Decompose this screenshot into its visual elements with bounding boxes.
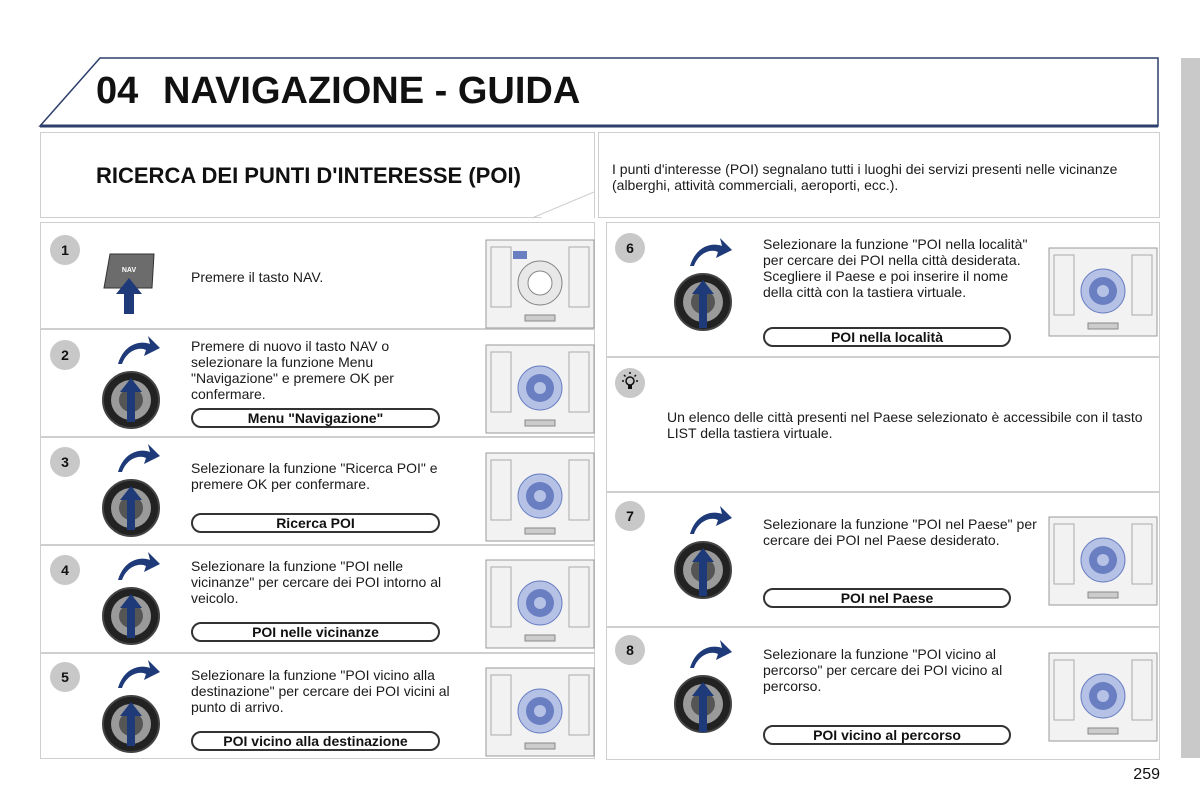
step-7-device-image <box>1048 516 1158 606</box>
rotary-knob-icon <box>100 330 162 434</box>
step-4-badge: 4 <box>50 555 80 585</box>
ricerca-poi-label: Ricerca POI <box>191 513 440 533</box>
step-4-device-image <box>485 559 595 649</box>
step-8-badge: 8 <box>615 635 645 665</box>
step-5-badge: 5 <box>50 662 80 692</box>
step-1-text: Premere il tasto NAV. <box>191 269 324 285</box>
nav-button-label: NAV <box>121 267 137 274</box>
poi-vicino-percorso-label: POI vicino al percorso <box>763 725 1011 745</box>
nav-button-icon <box>102 250 156 316</box>
rotary-knob-icon <box>100 654 162 758</box>
step-3-device-image <box>485 452 595 542</box>
step-8-device-image <box>1048 652 1158 742</box>
chapter-number: 04 <box>96 70 139 112</box>
radio-panel-icon <box>485 667 595 757</box>
rotary-knob-icon <box>100 438 162 542</box>
subtitle-notch <box>530 190 596 220</box>
radio-panel-icon <box>485 559 595 649</box>
section-title: RICERCA DEI PUNTI D'INTERESSE (POI) <box>96 163 521 188</box>
menu-navigazione-label: Menu "Navigazione" <box>191 408 440 428</box>
rotary-knob-icon <box>672 232 734 342</box>
step-2-device-image <box>485 344 595 434</box>
step-3-badge: 3 <box>50 447 80 477</box>
chapter-title: NAVIGAZIONE - GUIDA <box>163 70 581 112</box>
poi-nella-localita-label: POI nella località <box>763 327 1011 347</box>
step-7-badge: 7 <box>615 501 645 531</box>
page-edge-tab <box>1181 58 1200 758</box>
rotary-knob-icon <box>100 546 162 650</box>
step-3-text: Selezionare la funzione "Ricerca POI" e premere OK per confermare. <box>191 460 438 492</box>
section-intro: I punti d'interesse (POI) segnalano tutti i luoghi dei servizi presenti nelle vicinanze (alberghi, attività commerciali, aeroporti, ecc.). <box>612 161 1118 193</box>
radio-panel-icon <box>485 452 595 542</box>
radio-panel-icon <box>485 344 595 434</box>
tip-badge <box>615 368 645 398</box>
step-2-badge: 2 <box>50 340 80 370</box>
rotary-knob-icon <box>672 634 734 746</box>
step-4-text: Selezionare la funzione "POI nelle vicinanze" per cercare dei POI intorno al veicolo. <box>191 558 442 606</box>
step-6-device-image <box>1048 247 1158 337</box>
step-6-text: Selezionare la funzione "POI nella località" per cercare dei POI nella città desiderata. Scegliere il Paese e poi inserire il nome della città con la tastiera virtuale. <box>763 236 1028 300</box>
step-6-badge: 6 <box>615 233 645 263</box>
step-5-device-image <box>485 667 595 757</box>
step-1-device-image <box>485 239 595 329</box>
step-7-text: Selezionare la funzione "POI nel Paese" per cercare dei POI nel Paese desiderato. <box>763 516 1037 548</box>
poi-vicino-destinazione-label: POI vicino alla destinazione <box>191 731 440 751</box>
radio-panel-icon <box>1048 516 1158 606</box>
lightbulb-icon <box>615 368 645 398</box>
radio-panel-icon <box>485 239 595 329</box>
step-8-text: Selezionare la funzione "POI vicino al percorso" per cercare dei POI vicino al percorso. <box>763 646 1003 694</box>
tip-text: Un elenco delle città presenti nel Paese selezionato è accessibile con il tasto LIST della tastiera virtuale. <box>667 409 1143 441</box>
poi-nelle-vicinanze-label: POI nelle vicinanze <box>191 622 440 642</box>
step-1-badge: 1 <box>50 235 80 265</box>
radio-panel-icon <box>1048 247 1158 337</box>
page-number: 259 <box>1133 766 1160 783</box>
poi-nel-paese-label: POI nel Paese <box>763 588 1011 608</box>
step-2-text: Premere di nuovo il tasto NAV o selezionare la funzione Menu "Navigazione" e premere OK per confermare. <box>191 338 394 402</box>
rotary-knob-icon <box>672 500 734 610</box>
step-5-text: Selezionare la funzione "POI vicino alla destinazione" per cercare dei POI vicini al punto di arrivo. <box>191 667 450 715</box>
radio-panel-icon <box>1048 652 1158 742</box>
